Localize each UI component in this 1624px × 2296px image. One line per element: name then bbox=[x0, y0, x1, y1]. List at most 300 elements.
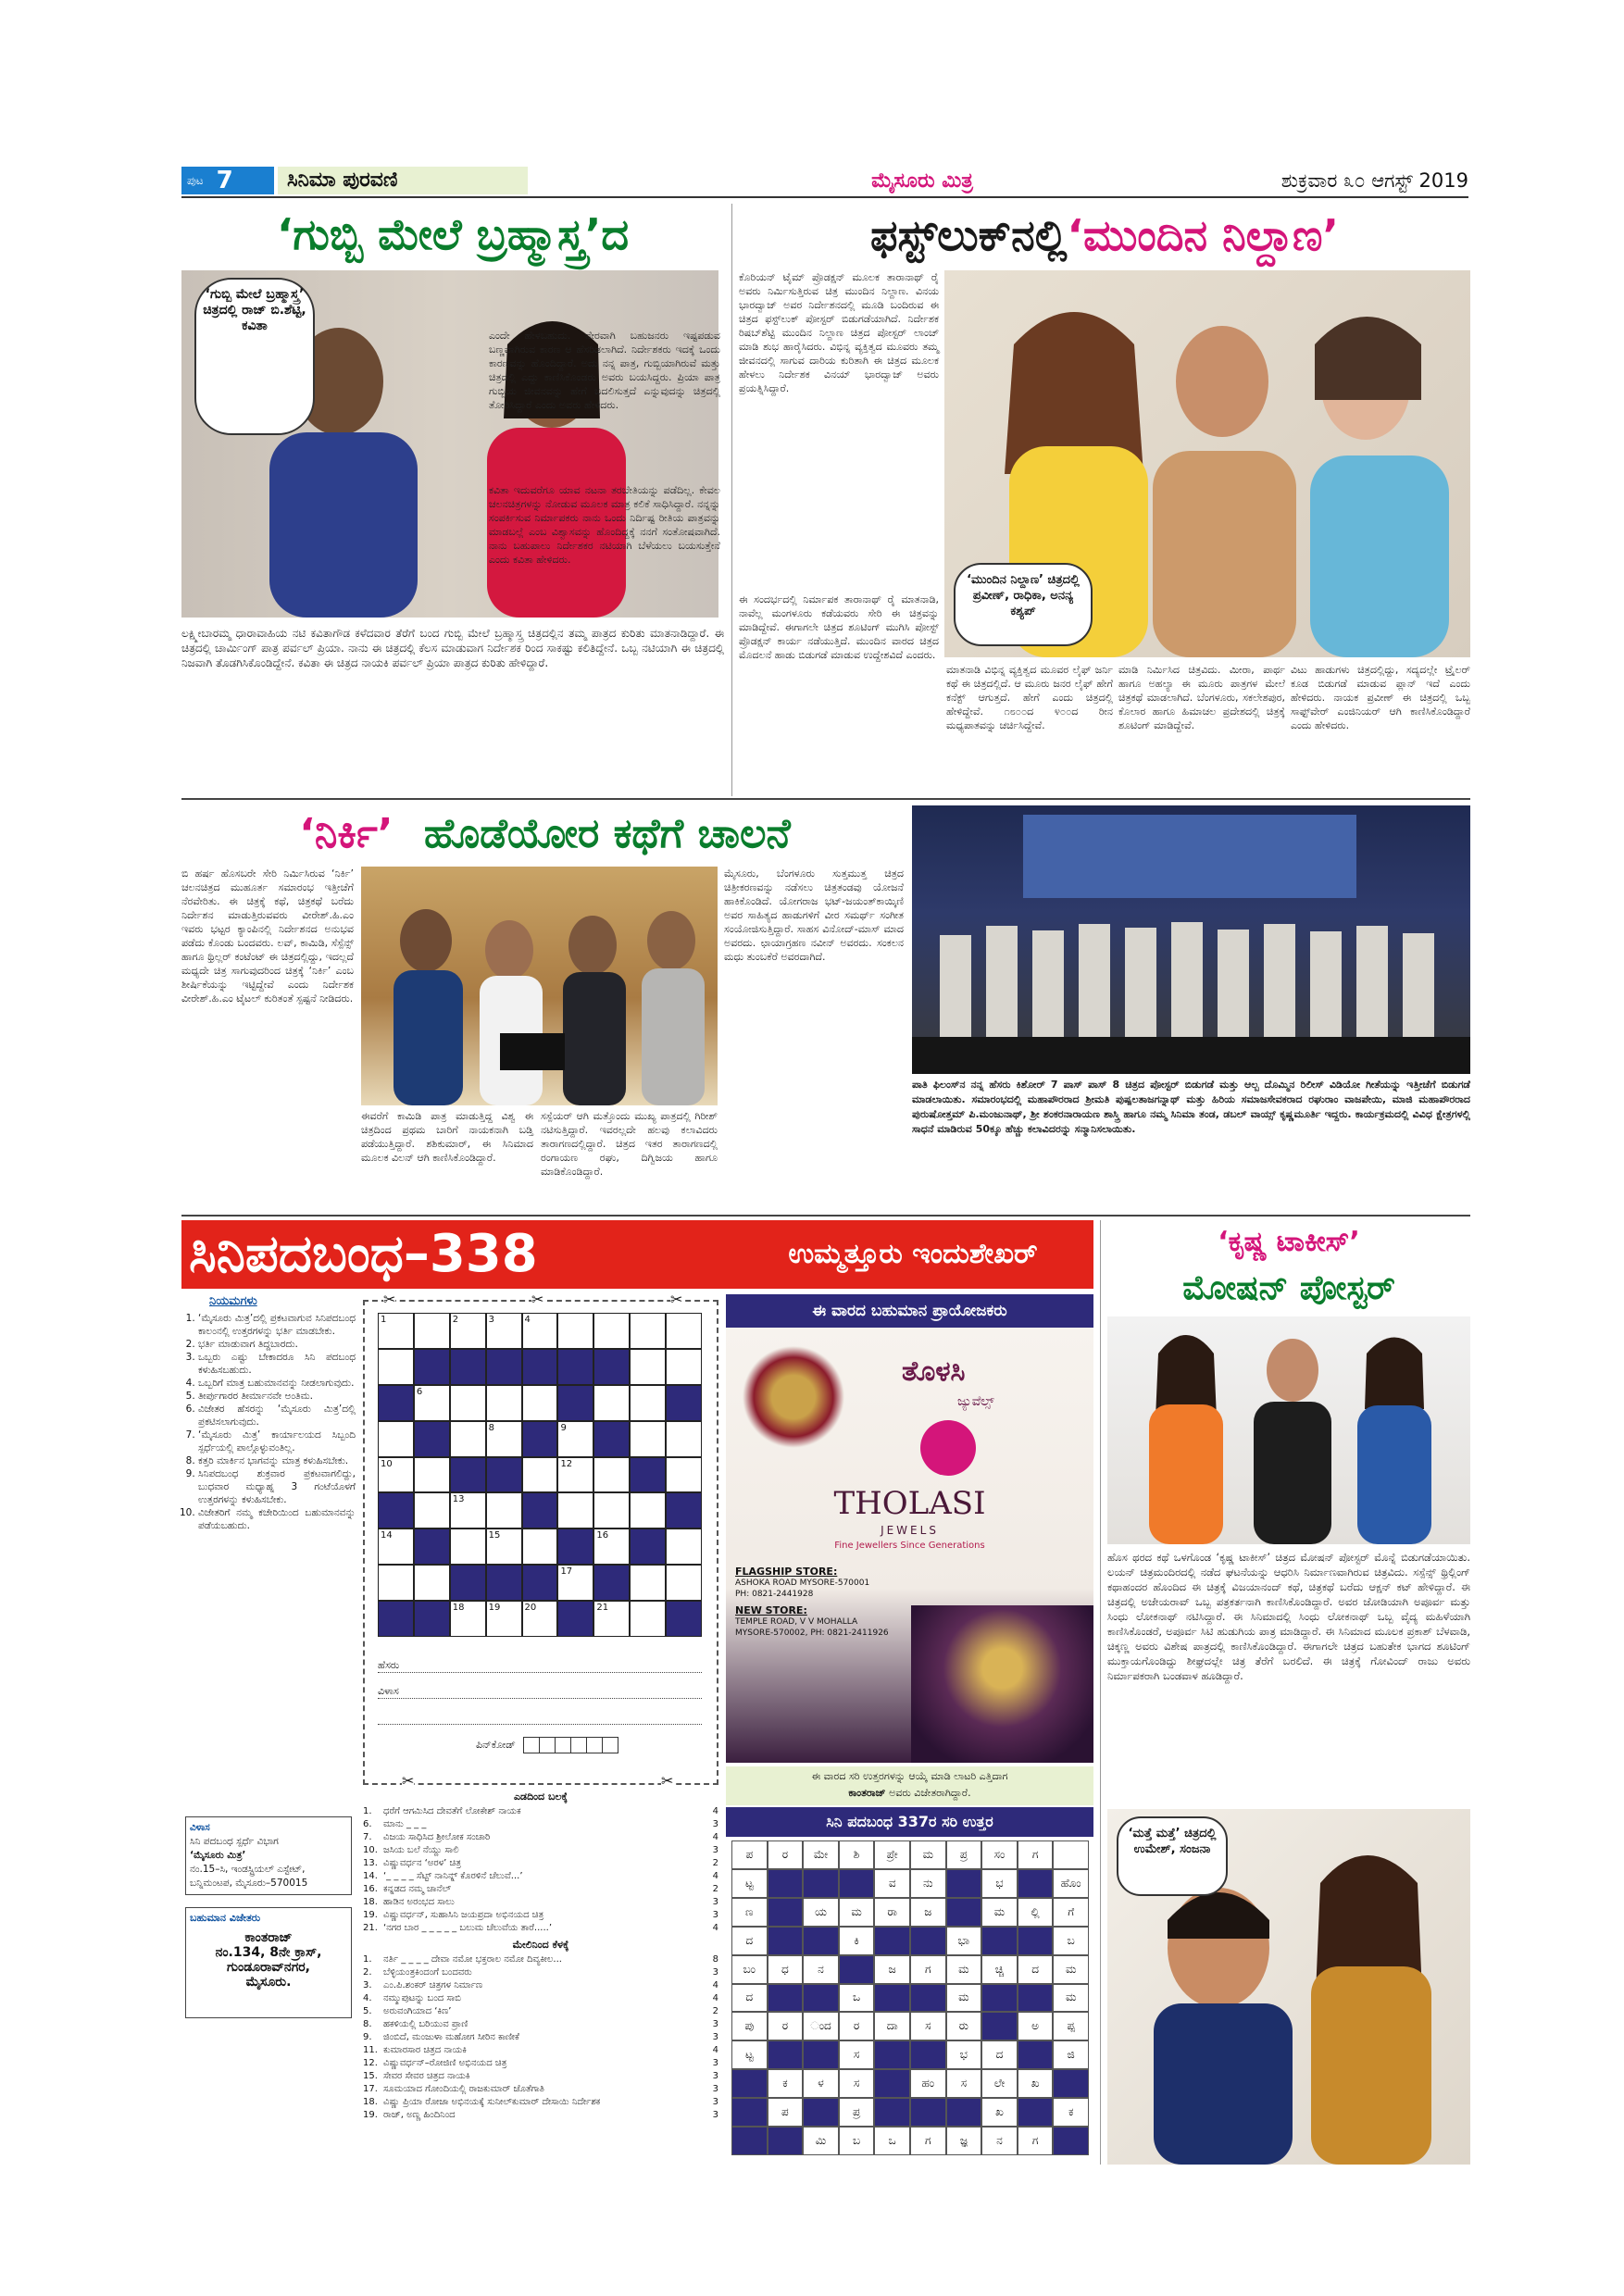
crossword-cell[interactable] bbox=[522, 1529, 558, 1565]
clue-row bbox=[363, 2018, 718, 2031]
answer-cell: ಟ್ಟ bbox=[731, 1869, 768, 1898]
answer-block-cell bbox=[839, 1869, 875, 1898]
clue-number: 13. bbox=[363, 1858, 378, 1868]
crossword-cell[interactable] bbox=[666, 1313, 702, 1349]
answer-block-cell bbox=[803, 2098, 839, 2127]
clue-number: 3. bbox=[363, 1980, 372, 1990]
answer-cell: ಹೊಂ bbox=[1053, 1869, 1089, 1898]
crossword-block-cell bbox=[378, 1601, 414, 1637]
answer-cell: ಟ್ಟ bbox=[731, 2040, 768, 2069]
crossword-cell[interactable] bbox=[557, 1457, 593, 1493]
clue-number: 4. bbox=[363, 1993, 372, 2003]
answer-cell: ದಾ bbox=[874, 2012, 910, 2040]
answer-cell: ಮ bbox=[839, 1898, 875, 1927]
cell-number: 17 bbox=[560, 1566, 573, 1578]
clue-number: 8. bbox=[363, 2019, 372, 2029]
answer-cell: ಧ bbox=[768, 1955, 804, 1984]
winner-line: ಗುಂಡೂರಾವ್‌ನಗರ, bbox=[226, 1960, 311, 1975]
crossword-cell[interactable] bbox=[522, 1313, 558, 1349]
clue-row bbox=[363, 1870, 718, 1883]
answer-block-cell bbox=[981, 1984, 1018, 2013]
story3-col-a: ಬಿ ಹರ್ಷ ಹೊಸಬರೇ ಸೇರಿ ನಿರ್ಮಿಸಿರುವ ‘ನಿರ್ಕಿ’ ಚಲನಚಿತ್ರದ ಮುಹೂರ್ತ ಸಮಾರಂಭ ಇತ್ತೀಚೆಗೆ ನೆರವೇರಿತು. ಈ ಚಿತ್ರಕ್ಕೆ ಕಥೆ, ಚಿತ್ರಕಥೆ ಬರೆದು ನಿರ್ದೇಶನ ಮಾಡುತ್ತಿರುವವರು ವೀರೇಶ್.ಹಿ.ಎಂ ಇವರು ಭಟ್ಟರ ಕ್ಯಾಂಪಿನಲ್ಲಿ ನಿರ್ದೇಶನದ ಅನುಭವ ಪಡೆದು ಕೊಂಡು ಬಂದವರು. ಲವ್, ಕಾಮಿಡಿ, ಸೆಸ್ಪೆನ್ಸ್ ಹಾಗೂ ಥ್ರಿಲ್ಲರ್ ಕಂಟೆಂಟ್ ಈ ಚಿತ್ರದಲ್ಲಿದ್ದು, ಇದಲ್ಲದೆ ಮಧ್ಯದೇ ಚಿತ್ರ ಸಾಗುವುದರಿಂದ ಚಿತ್ರಕ್ಕೆ ‘ನಿರ್ಕಿ’ ಎಂಬ ಶೀರ್ಷಿಕೆಯನ್ನು ಇಟ್ಟಿದ್ದೇವೆ ಎಂದು ನಿರ್ದೇಶಕ ವೀರೇಶ್.ಹಿ.ಎಂ ಟೈಟಲ್ ಕುರಿತಂತೆ ಸ್ಪಷ್ಟನೆ ನೀಡಿದರು. bbox=[181, 867, 354, 1004]
crossword-cell[interactable] bbox=[522, 1601, 558, 1637]
answer-cell: ಪು bbox=[731, 2012, 768, 2040]
crossword-cell[interactable] bbox=[414, 1385, 450, 1421]
story2-headline-a: ಫಸ್ಟ್‌ಲುಕ್‌ನಲ್ಲಿ bbox=[870, 210, 1068, 260]
clue-length: 3 bbox=[712, 1845, 718, 1855]
answer-block-cell bbox=[1018, 1869, 1054, 1898]
crossword-cell[interactable] bbox=[450, 1313, 486, 1349]
answer-cell: ಮ bbox=[946, 1984, 982, 2013]
crossword-author: ಉಮ್ಮತ್ತೂರು ಇಂದುಶೇಖರ್ bbox=[788, 1238, 1038, 1270]
rules-box bbox=[181, 1294, 356, 1813]
winner-line: ಮೈಸೂರು. bbox=[245, 1975, 292, 1990]
clue-length: 3 bbox=[712, 2032, 718, 2042]
answer-cell: ರಾ bbox=[874, 1898, 910, 1927]
crossword-cell[interactable] bbox=[630, 1385, 666, 1421]
lottery-note-text: ಈ ವಾರದ ಸರಿ ಉತ್ತರಗಳನ್ನು ಆಯ್ಕೆ ಮಾಡಿ ಲಾಟರಿ ಎತ್ತಿದಾಗ bbox=[811, 1770, 1008, 1782]
clue-length: 4 bbox=[712, 1923, 718, 1933]
issue-date: ಶುಕ್ರವಾರ ೩೦ ಆಗಸ್ಟ್ 2019 bbox=[1280, 169, 1468, 192]
crossword-cell[interactable] bbox=[630, 1492, 666, 1529]
page-number: 7 bbox=[216, 167, 233, 194]
cell-number: 19 bbox=[488, 1603, 501, 1614]
clue-text: ‘_ _ _ _ ಸೆಟ್ಟ್ ನಾನಿನ್ನ್ ಕೊರಳಿನೆ ಚೆಲುವೆ...’ bbox=[383, 1871, 523, 1881]
clue-text: ಬೆಳ್ಳಿಯಂತ್ರಕಿಂದಂಗೆ ಬಂದವರು bbox=[383, 1967, 472, 1978]
rule-item: 4. ಒಬ್ಬರಿಗೆ ಮಾತ್ರ ಬಹುಮಾನವನ್ನು ನೀಡಲಾಗುವುದು. bbox=[198, 1377, 356, 1390]
crossword-cell[interactable] bbox=[666, 1529, 702, 1565]
crossword-cell[interactable] bbox=[486, 1601, 522, 1637]
crossword-block-cell bbox=[557, 1529, 593, 1565]
story1-col-bottom: ಲಕ್ಷ್ಮೀಬಾರಮ್ಮ ಧಾರಾವಾಹಿಯ ನಟಿ ಕವಿತಾಗೌಡ ಕಳೆದವಾರ ತೆರೆಗೆ ಬಂದ ಗುಬ್ಬಿ ಮೇಲೆ ಬ್ರಹ್ಮಾಸ್ತ್ರ ಚಿತ್ರದಲ್ಲಿನ ತಮ್ಮ ಪಾತ್ರದ ಕುರಿತು ಮಾತನಾಡಿದ್ದಾರೆ. ಈ ಚಿತ್ರದಲ್ಲಿ ಚಾರ್ಮಿಂಗ್ ಪಾತ್ರ ಪರ್ವಲ್ ಪ್ರಿಯಾ. ನಾನು ಈ ಚಿತ್ರದಲ್ಲಿ ಕೆಲಸ ಮಾಡುವಾಗ ನಿರ್ದೇಶಕ ರಿಂದ ಸಾಕಷ್ಟು ಕಲಿತಿದ್ದೇನೆ. ಒಬ್ಬ ನಟಿಯಾಗಿ ಈ ಚಿತ್ರದಲ್ಲಿ ನಿಜವಾಗಿ ತೊಡಗಿಸಿಕೊಂಡಿದ್ದೇನೆ. ಕವಿತಾ ಈ ಚಿತ್ರದ ನಾಯಕಿ ಪರ್ವಲ್ ಪ್ರಿಯಾ ಪಾತ್ರದ ಕುರಿತು ಹೇಳಿದ್ದಾರೆ. bbox=[181, 627, 724, 669]
clue-number: 12. bbox=[363, 2058, 378, 2068]
crossword-cell[interactable] bbox=[486, 1313, 522, 1349]
across-list bbox=[363, 1805, 718, 1935]
crossword-cell[interactable] bbox=[414, 1492, 450, 1529]
answer-cell: ಪ್ರ bbox=[839, 2098, 875, 2127]
scissors-icon: ✂ bbox=[402, 1772, 415, 1790]
crossword-block-cell bbox=[486, 1457, 522, 1493]
clue-length: 8 bbox=[712, 1954, 718, 1965]
clue-text: ಹಕಳಿಯಲ್ಲಿ ಬರಿಯುವ ಪ್ರಾಣಿ bbox=[383, 2019, 468, 2029]
clue-number: 16. bbox=[363, 1884, 378, 1894]
story1-col-right-b: ಕವಿತಾ ಇದುವರೆಗೂ ಯಾವ ನಟನಾ ತರಬೇತಿಯನ್ನು ಪಡೆದಿಲ್ಲ. ಕೇವಲ ಚಲನಚಿತ್ರಗಳನ್ನು ನೋಡುವ ಮೂಲಕ ಮಾತ್ರ ಕಲಿಕೆ ಸಾಧಿಸಿದ್ದಾರೆ. ನನ್ನನ್ನು ಸಂಪರ್ಕಿಸುವ ನಿರ್ಮಾಪಕರು ನಾನು ಒಂದು ನಿರ್ದಿಷ್ಟ ರೀತಿಯ ಪಾತ್ರವನ್ನು ಮಾಡಬಲ್ಲೆ ಎಂಬ ವಿಶ್ವಾಸವನ್ನು ಹೊಂದಿದ್ದಕ್ಕೆ ನನಗೆ ಸಂತೋಷವಾಗಿದೆ. ನಾನು ಬಹುಪಾಲು ನಿರ್ದೇಶಕರ ನಟಿಯಾಗಿ ಬೆಳೆಯಲು ಬಯಸುತ್ತೇನೆ ಎಂದು ಕವಿತಾ ಹೇಳಿದರು. bbox=[489, 484, 720, 566]
clue-text: ನರ್ತಿ _ _ _ _ ದೇವಾ ನಮೋ ಭಕ್ತರಾಲ ನಮೋ ದಿವ್ಯಕೀಲ... bbox=[383, 1954, 562, 1965]
clue-length: 2 bbox=[712, 1858, 718, 1868]
rules-list bbox=[181, 1312, 356, 1532]
story2-photo-caption: ‘ಮುಂದಿನ ನಿಲ್ದಾಣ’ ಚಿತ್ರದಲ್ಲಿ ಪ್ರವೀಣ್, ರಾಧಿಕಾ, ಅನನ್ಯ ಕಶ್ಯಪ್ bbox=[954, 563, 1093, 646]
answer-cell: ಕ bbox=[1053, 2098, 1089, 2127]
answer-cell: ದ bbox=[981, 2040, 1018, 2069]
answer-block-cell bbox=[910, 2098, 946, 2127]
crossword-block-cell bbox=[630, 1457, 666, 1493]
story4-headline-a: ‘ಕೃಷ್ಣ ಟಾಕೀಸ್’ bbox=[1218, 1226, 1360, 1258]
answer-cell: ರು bbox=[946, 2012, 982, 2040]
crossword-block-cell bbox=[414, 1601, 450, 1637]
crossword-cell[interactable] bbox=[593, 1385, 630, 1421]
section-rule-2 bbox=[181, 1215, 1470, 1217]
answer-cell: ಪ್ಪ bbox=[1053, 2012, 1089, 2040]
answer-cell: ಮ bbox=[981, 1898, 1018, 1927]
answer-cell: ಗ bbox=[1018, 2127, 1054, 2155]
sponsor-name-sub: JEWELS bbox=[881, 1524, 939, 1537]
store1-line: PH: 0821-2441928 bbox=[735, 1590, 814, 1599]
crossword-cell[interactable] bbox=[450, 1529, 486, 1565]
crossword-cell[interactable] bbox=[630, 1601, 666, 1637]
across-clues bbox=[363, 1791, 718, 2120]
event-caption: ಪಾತಿ ಫಿಲಂಸ್‌ನ ನನ್ನ ಹೆಸರು ಕಿಶೋರ್ 7 ಪಾಸ್ ಪಾಸ್ 8 ಚಿತ್ರದ ಪೋಸ್ಟರ್ ಬಿಡುಗಡೆ ಮತ್ತು ಆಲ್ಬ ದೊಮ್ಮಿನ ರಿಲೀಸ್ ವಿಡಿಯೋ ಗೀತೆಯನ್ನು ಇತ್ತೀಚೆಗೆ ಬಿಡುಗಡೆ ಮಾಡಲಾಯಿತು. ಸಮಾರಂಭದಲ್ಲಿ ಮಹಾಪೌರರಾದ ಶ್ರೀಮತಿ ಪುಷ್ಪಲತಾಜಗನ್ನಾಥ್ ಮತ್ತು ಹಿರಿಯ ಸಮಾಜಸೇವಕರಾದ ರಘುರಾಂ ವಾಜಪೇಯಿ, ಮಾಜಿ ಮಹಾಪೌರರಾದ ಪುರುಷೋತ್ತಮ್ ಪಿ.ಮಂಜುನಾಥ್, ಶ್ರೀ ಶಂಕರನಾರಾಯಣ ಶಾಸ್ತ್ರಿ ಹಾಗೂ ನಮ್ಮ ಸಿನಿಮಾ ತಂಡ, ಡಬಲ್ ವಾಯ್ಸ್ ಕೃಷ್ಣಮೂರ್ತಿ ಇದ್ದರು. ಕಾರ್ಯಕ್ರಮದಲ್ಲಿ ವಿವಿಧ ಕ್ಷೇತ್ರಗಳಲ್ಲಿ ಸಾಧನೆ ಮಾಡಿರುವ 50ಕ್ಕೂ ಹೆಚ್ಚು ಕಲಾವಿದರನ್ನು ಸನ್ಮಾನಿಸಲಾಯಿತು. bbox=[912, 1079, 1470, 1135]
clue-number: 17. bbox=[363, 2084, 378, 2094]
answer-block-cell bbox=[1018, 2098, 1054, 2127]
clue-length: 3 bbox=[712, 1967, 718, 1978]
answer-cell: ಜಿ bbox=[1053, 2040, 1089, 2069]
clue-length: 4 bbox=[712, 1993, 718, 2003]
crossword-block-cell bbox=[557, 1385, 593, 1421]
answer-cell: ಮ bbox=[1053, 1984, 1089, 2013]
answer-cell: ವ bbox=[874, 1869, 910, 1898]
clue-row bbox=[363, 1922, 718, 1935]
crossword-cell[interactable] bbox=[414, 1313, 450, 1349]
answer-block-cell bbox=[981, 1927, 1018, 1955]
winner-line: ಕಾಂತರಾಜ್ bbox=[244, 1930, 293, 1945]
cell-number: 3 bbox=[488, 1315, 495, 1325]
answer-cell: ಸಂ bbox=[981, 1841, 1018, 1869]
cell-number: 15 bbox=[488, 1530, 501, 1541]
address-line: ‘ಮೈಸೂರು ಮಿತ್ರ’ bbox=[190, 1850, 246, 1861]
address-box bbox=[185, 1816, 352, 1895]
header-bar bbox=[181, 167, 1468, 194]
sponsor-name: THOLASI bbox=[833, 1485, 986, 1522]
answer-block-cell bbox=[874, 2040, 910, 2069]
answer-cell: ದ bbox=[731, 1927, 768, 1955]
clue-length: 4 bbox=[712, 1871, 718, 1881]
clue-row bbox=[363, 1883, 718, 1896]
answer-cell: ಖ bbox=[981, 2098, 1018, 2127]
crossword-cell[interactable] bbox=[522, 1457, 558, 1493]
clue-row bbox=[363, 1953, 718, 1966]
sponsor-tagline: Fine Jewellers Since Generations bbox=[834, 1541, 985, 1551]
pincode-label: ಪಿನ್‌ಕೋಡ್ bbox=[476, 1739, 516, 1751]
story3-headline bbox=[181, 805, 908, 863]
crossword-cell[interactable] bbox=[378, 1313, 414, 1349]
clue-text: ರಾಜ್, ಅಣ್ಣ ಹಿಂದಿನಿಂದ bbox=[383, 2110, 456, 2120]
answer-block-cell bbox=[731, 2127, 768, 2155]
answer-cell: ಸ bbox=[839, 2069, 875, 2098]
answer-cell: ಪ್ರ bbox=[946, 1841, 982, 1869]
crossword-banner bbox=[181, 1220, 1093, 1289]
clue-row bbox=[363, 2031, 718, 2044]
story2-headline-b: ‘ಮುಂದಿನ ನಿಲ್ದಾಣ’ bbox=[1067, 210, 1339, 260]
story1-col-right-a: ಎಂದೇ ಹೇಳಬಹುದು. ನೇರವಾಗಿ ಬಹುಜನರು ಇಷ್ಟಪಡುವ ಬಣ್ಣವಾಗಿರುವ ಕಾರಣ ಆ ಹೆಸರಿಡಲಾಗಿದೆ. ನಿರ್ದೇಶಕರು ಇದಕ್ಕೆ ಒಂದು ಕಾರಣವನ್ನು ಹೊಂದಿದ್ದಾರೆ. ಅದು ನನ್ನ ಪಾತ್ರ, ಗುಬ್ಬಿಯಾಗಿರುವೆ ಮತ್ತು ಚಿತ್ರದಲ್ಲಿ ಎದ್ದು ಕಾಣಿಸಿಕೊಂಡರು ಅವರು ಬಯಸಿದ್ದರು. ಪ್ರಿಯಾ ಪಾತ್ರ ಗುಬ್ಬಿಯ ಜೀವನವನ್ನು ಹೇಗೆ ಬದಲಿಸುತ್ತದೆ ಎನ್ನುವುದನ್ನು ಚಿತ್ರದಲ್ಲಿ ತೋರಿಸಿದ್ದಾರೆ ಎಂದು ಅವರು ಹೇಳಿದರು. bbox=[489, 330, 720, 411]
crossword-cell[interactable] bbox=[593, 1529, 630, 1565]
crossword-cell[interactable] bbox=[666, 1421, 702, 1457]
crossword-cell[interactable] bbox=[630, 1349, 666, 1385]
crossword-cell[interactable] bbox=[486, 1529, 522, 1565]
answer-cell: ಪ bbox=[768, 2098, 804, 2127]
crossword-block-cell bbox=[593, 1565, 630, 1601]
section-name: ಸಿನಿಮಾ ಪುರವಣಿ bbox=[278, 167, 528, 194]
lottery-tail: ಅವರು ವಿಜೇತರಾಗಿದ್ದಾರೆ. bbox=[889, 1787, 971, 1799]
answer-cell: ಹಂ bbox=[910, 2069, 946, 2098]
clue-row bbox=[363, 1818, 718, 1831]
answer-block-cell bbox=[803, 1869, 839, 1898]
crossword-cell[interactable] bbox=[593, 1492, 630, 1529]
answer-cell: ಣ bbox=[731, 1898, 768, 1927]
crossword-cell[interactable] bbox=[593, 1457, 630, 1493]
clue-text: ಕುಮಾರಸಾರ ಚಿತ್ರದ ನಾಯಕಿ bbox=[383, 2045, 467, 2055]
crossword-block-cell bbox=[522, 1565, 558, 1601]
necklace-graphic bbox=[743, 1346, 844, 1448]
clue-row bbox=[363, 1909, 718, 1922]
clue-number: 9. bbox=[363, 2032, 372, 2042]
down-list bbox=[363, 1953, 718, 2122]
clue-row bbox=[363, 1857, 718, 1870]
story4-body: ಹೊಸ ಥರದ ಕಥೆ ಒಳಗೊಂಡ ‘ಕೃಷ್ಣ ಟಾಕೀಸ್’ ಚಿತ್ರದ ಮೋಷನ್ ಪೋಸ್ಟರ್ ಮೊನ್ನೆ ಬಿಡುಗಡೆಯಾಯಿತು. ಲಯನ್ ಚಿತ್ರಮಂದಿರದಲ್ಲಿ ನಡೆದ ಘಟನೆಯನ್ನು ಆಧರಿಸಿ ನಿರ್ಮಾಣವಾಗಿರುವ ಚಿತ್ರವಿದು. ಸಸ್ಪೆನ್ಸ್ ಥ್ರಿಲ್ಲಿಂಗ್ ಕಥಾಹಂದರ ಹೊಂದಿದ ಈ ಚಿತ್ರಕ್ಕೆ ವಿಜಯಾನಂದ್ ಕಥೆ, ಚಿತ್ರಕಥೆ ಬರೆದು ಆಕ್ಷನ್ ಕಟ್ ಹೇಳಿದ್ದಾರೆ. ಈ ಚಿತ್ರದಲ್ಲಿ ಅಜೇಯರಾವ್ ಒಬ್ಬ ಪತ್ರಕರ್ತನಾಗಿ ಕಾಣಿಸಿಕೊಂಡಿದ್ದಾರೆ. ಅವರ ಜೋಡಿಯಾಗಿ ಅಪೂರ್ವ ಮತ್ತು ಸಿಂಧು ಲೋಕನಾಥ್ ನಟಿಸಿದ್ದಾರೆ. ಈ ಸಿನಿಮಾದಲ್ಲಿ ಸಿಂಧು ಲೋಕನಾಥ್ ಒಬ್ಬ ವೈದ್ಯ ಮಹಿಳೆಯಾಗಿ ಕಾಣಿಸಿಕೊಂಡರೆ, ಅಪೂರ್ವ ಸಿಟಿ ಹುಡುಗಿಯ ಪಾತ್ರ ಮಾಡಿದ್ದಾರೆ. ಈ ಸಿನಿಮಾದ ಮೂಲಕ ಪ್ರಕಾಶ್ ಬೆಳವಾಡಿ, ಚಿಕ್ಕಣ್ಣ ಅವರು ವಿಶೇಷ ಪಾತ್ರದಲ್ಲಿ ಕಾಣಿಸಿಕೊಂಡಿದ್ದಾರೆ. ಈಗಾಗಲೇ ಚಿತ್ರದ ಬಹುತೇಕ ಭಾಗದ ಶೂಟಿಂಗ್ ಮುಕ್ತಾಯಗೊಂಡಿದ್ದು ಶೀಘ್ರದಲ್ಲೇ ಚಿತ್ರ ತೆರೆಗೆ ಬರಲಿದೆ. ಈ ಚಿತ್ರಕ್ಕೆ ಗೋವಿಂದ್ ರಾಜು ಅವರು ನಿರ್ಮಾಪಕರಾಗಿ ಬಂಡವಾಳ ಹೂಡಿದ್ದಾರೆ. bbox=[1107, 1551, 1470, 1682]
answer-cell: ದ bbox=[1018, 1955, 1054, 1984]
jewelry-photo bbox=[911, 1605, 1093, 1763]
crossword-cell[interactable] bbox=[450, 1421, 486, 1457]
answer-cell: ಗ bbox=[1018, 1841, 1054, 1869]
crossword-cell[interactable] bbox=[630, 1565, 666, 1601]
address-line: ಬನ್ನಿಮಂಟಪ, ಮೈಸೂರು–570015 bbox=[190, 1878, 308, 1889]
crossword-cell[interactable] bbox=[557, 1421, 593, 1457]
clue-length: 3 bbox=[712, 1819, 718, 1829]
clue-length: 3 bbox=[712, 1910, 718, 1920]
answer-cell: ರ bbox=[768, 1841, 804, 1869]
answer-block-cell bbox=[768, 1927, 804, 1955]
crossword-block-cell bbox=[486, 1349, 522, 1385]
crossword-cutout[interactable] bbox=[363, 1291, 718, 1790]
crossword-cell[interactable] bbox=[414, 1457, 450, 1493]
crossword-cell[interactable] bbox=[378, 1457, 414, 1493]
clue-length: 2 bbox=[712, 2006, 718, 2016]
clue-number: 1. bbox=[363, 1806, 372, 1816]
answer-cell: ಮಿ bbox=[803, 2127, 839, 2155]
crossword-cell[interactable] bbox=[630, 1313, 666, 1349]
page-tag bbox=[181, 167, 274, 194]
address-label: ವಿಳಾಸ bbox=[378, 1685, 399, 1697]
rule-item: 10. ವಿಜೇತರಿಗೆ ನಮ್ಮ ಕಚೇರಿಯಿಂದ ಬಹುಮಾನವನ್ನು ಪಡೆಯಬಹುದು. bbox=[198, 1506, 356, 1532]
winner-title: ಬಹುಮಾನ ವಿಜೇತರು bbox=[190, 1912, 261, 1924]
event-photo bbox=[912, 805, 1470, 1074]
clue-row bbox=[363, 1979, 718, 1992]
crossword-block-cell bbox=[450, 1565, 486, 1601]
clue-number: 10. bbox=[363, 1845, 378, 1855]
scissors-icon: ✂ bbox=[670, 1291, 683, 1308]
rule-item: 6. ವಿಜೇತರ ಹೆಸರನ್ನು ‘ಮೈಸೂರು ಮಿತ್ರ’ದಲ್ಲಿ ಪ್ರಕಟಿಸಲಾಗುವುದು. bbox=[198, 1403, 356, 1429]
crossword-cell[interactable] bbox=[557, 1492, 593, 1529]
crossword-cell[interactable] bbox=[378, 1349, 414, 1385]
rule-item: 9. ಸಿನಿಪದಬಂಧ ಶುಕ್ರವಾರ ಪ್ರಕಟವಾಗಲಿದ್ದು, ಬುಧವಾರ ಮಧ್ಯಾಹ್ನ 3 ಗಂಟೆಯೊಳಗೆ ಉತ್ತರಗಳನ್ನು ಕಳುಹಿಸಬೇಕು. bbox=[198, 1467, 356, 1506]
answer-cell: ನ bbox=[981, 2127, 1018, 2155]
clue-length: 4 bbox=[712, 1980, 718, 1990]
scissors-icon: ✂ bbox=[531, 1291, 544, 1308]
answer-cell: ಸ bbox=[839, 2040, 875, 2069]
answer-cell: ಗೆ bbox=[1053, 1898, 1089, 1927]
clue-text: ಎಂ.ಪಿ.ಶಂಕರ್ ಚಿತ್ರಗಳ ನಿರ್ಮಾಣ bbox=[383, 1980, 483, 1990]
address-field-2[interactable] bbox=[378, 1711, 702, 1725]
section-rule-1 bbox=[181, 798, 1470, 800]
column-divider-2 bbox=[1100, 1220, 1101, 2165]
clue-text: ನಮ್ಮುಪುಟನ್ನು ಬಂದ ಸಾಬಿ bbox=[383, 1993, 461, 2003]
crossword-block-cell bbox=[666, 1601, 702, 1637]
crossword-block-cell bbox=[557, 1601, 593, 1637]
clue-text: ವಿಷ್ಣುವರ್ಧನ್–ರೋಜಿಣಿ ಅಭಿನಯದ ಚಿತ್ರ bbox=[383, 2058, 507, 2068]
down-title: ಮೇಲಿನಿಂದ ಕೆಳಕ್ಕೆ bbox=[512, 1939, 569, 1951]
answer-block-cell bbox=[768, 2040, 804, 2069]
name-label: ಹೆಸರು bbox=[378, 1659, 400, 1671]
answer-block-cell bbox=[768, 1898, 804, 1927]
answer-cell: ಒ bbox=[874, 2127, 910, 2155]
clue-text: ಕನ್ನಡದ ನಮ್ಮ ಚಾನೆಲ್ bbox=[383, 1884, 452, 1894]
crossword-cell[interactable] bbox=[378, 1421, 414, 1457]
crossword-cell[interactable] bbox=[666, 1349, 702, 1385]
crossword-block-cell bbox=[557, 1349, 593, 1385]
crossword-cell[interactable] bbox=[593, 1601, 630, 1637]
answer-block-cell bbox=[981, 2012, 1018, 2040]
store2-line: TEMPLE ROAD, V V MOHALLA bbox=[735, 1617, 858, 1627]
answer-cell: ಖ bbox=[1018, 2069, 1054, 2098]
crossword-cell[interactable] bbox=[486, 1492, 522, 1529]
clue-row bbox=[363, 2044, 718, 2057]
clue-number: 18. bbox=[363, 2097, 378, 2107]
crossword-block-cell bbox=[486, 1565, 522, 1601]
story3-col-d: ಮೈಸೂರು, ಬೆಂಗಳೂರು ಸುತ್ತಮುತ್ತ ಚಿತ್ರದ ಚಿತ್ರೀಕರಣವನ್ನು ನಡೆಸಲು ಚಿತ್ರತಂಡವು ಯೋಜನೆ ಹಾಕಿಕೊಂಡಿದೆ. ಯೋಗರಾಜ ಭಟ್-ಜಯಂತ್‌ಕಾಯ್ಕಿಣಿ ಅವರ ಸಾಹಿತ್ಯದ ಹಾಡುಗಳಿಗೆ ವೀರ ಸಮರ್ಥ್ ಸಂಗೀತ ಸಂಯೋಜಿಸುತ್ತಿದ್ದಾರೆ. ಸಾಹಸ ವಿನೋದ್-ಮಾಸ್ ಮಾದ ಅವರದು. ಛಾಯಾಗ್ರಹಣ ನವೀನ್ ಅವರದು. ಸಂಕಲನ ಮಧು ತುಂಬಕೆರೆ ಅವರದಾಗಿದೆ. bbox=[724, 867, 904, 963]
clue-text: ವಿಷ್ಣು ಪ್ರಿಯಾ ರೋಜಾ ಅಭಿನಯಕ್ಕೆ ಸುನೀಲ್‌ಕುಮಾರ್ ದೇಸಾಯಿ ನಿರ್ದೇಶಕ bbox=[383, 2097, 601, 2107]
store2-line: MYSORE-570002, PH: 0821-2411926 bbox=[735, 1628, 889, 1638]
answer-cell: ಬ bbox=[839, 2127, 875, 2155]
crossword-cell[interactable] bbox=[557, 1565, 593, 1601]
scissors-icon: ✂ bbox=[661, 1772, 674, 1790]
cell-number: 8 bbox=[488, 1422, 495, 1433]
crossword-cell[interactable] bbox=[450, 1601, 486, 1637]
story3-photo-figures bbox=[361, 867, 718, 1105]
story3-col-b: ಈವರೆಗೆ ಕಾಮಿಡಿ ಪಾತ್ರ ಮಾಡುತ್ತಿದ್ದ ವಿಶ್ವ ಈ ಚಿತ್ರದಿಂದ ಪ್ರಥಮ ಬಾರಿಗೆ ನಾಯಕನಾಗಿ ಬಡ್ತಿ ಪಡೆಯುತ್ತಿದ್ದಾರೆ. ಶಶಿಕುಮಾರ್, ಈ ಸಿನಿಮಾದ ಮೂಲಕ ವಿಲನ್ ಆಗಿ ಕಾಣಿಸಿಕೊಂಡಿದ್ದಾರೆ. bbox=[361, 1110, 533, 1164]
clue-text: ಹಾಡಿನ ಅರಂಭದ ಸಾಲು bbox=[383, 1897, 455, 1907]
crossword-cell[interactable] bbox=[378, 1529, 414, 1565]
crossword-cell[interactable] bbox=[630, 1421, 666, 1457]
answer-cell: ನ bbox=[803, 1955, 839, 1984]
pincode-field[interactable] bbox=[476, 1737, 618, 1753]
crossword-cell[interactable] bbox=[522, 1385, 558, 1421]
answer-block-cell bbox=[1053, 2069, 1089, 2098]
answers-grid bbox=[731, 1841, 1089, 2155]
answer-cell: ಚ್ಚಿ bbox=[981, 1955, 1018, 1984]
crossword-block-cell bbox=[414, 1421, 450, 1457]
clue-length: 4 bbox=[712, 1832, 718, 1842]
answer-block-cell bbox=[768, 2127, 804, 2155]
cell-number: 14 bbox=[381, 1530, 393, 1541]
answer-block-cell bbox=[803, 2040, 839, 2069]
answer-cell: ಶಿ bbox=[839, 1841, 875, 1869]
clue-number: 21. bbox=[363, 1923, 378, 1933]
answer-cell: ಲ್ಲಿ bbox=[1018, 1898, 1054, 1927]
answer-cell: ಜ bbox=[874, 1955, 910, 1984]
crossword-cell[interactable] bbox=[414, 1565, 450, 1601]
answer-cell: ಸ bbox=[910, 2012, 946, 2040]
clue-length: 3 bbox=[712, 1897, 718, 1907]
clue-number: 15. bbox=[363, 2071, 378, 2081]
clue-row bbox=[363, 2083, 718, 2096]
story4-photo-2-caption: ‘ಮತ್ತೆ ಮತ್ತೆ’ ಚಿತ್ರದಲ್ಲಿ ಉಮೇಶ್, ಸಂಜನಾ bbox=[1117, 1816, 1228, 1896]
answer-cell: ಗ bbox=[910, 1955, 946, 1984]
address-line: ನಂ.15–ಸಿ, ಇಂಡಸ್ಟ್ರಿಯಲ್ ಎಸ್ಟೇಟ್, bbox=[190, 1864, 306, 1875]
name-field[interactable] bbox=[378, 1659, 702, 1673]
clue-length: 3 bbox=[712, 2110, 718, 2120]
crossword-cell[interactable] bbox=[666, 1457, 702, 1493]
clue-number: 6. bbox=[363, 1819, 372, 1829]
clue-length: 3 bbox=[712, 2097, 718, 2107]
cell-number: 21 bbox=[596, 1603, 609, 1614]
answer-block-cell bbox=[1018, 2040, 1054, 2069]
crossword-grid[interactable] bbox=[378, 1313, 702, 1637]
crossword-cell[interactable] bbox=[450, 1492, 486, 1529]
clue-text: ವಿಷ್ಣುವರ್ಧನ್, ಸುಹಾಸಿನಿ ಜಯಪ್ರದಾ ಅಭಿನಯದ ಚಿತ್ರ bbox=[383, 1910, 544, 1920]
crossword-cell[interactable] bbox=[450, 1385, 486, 1421]
crossword-block-cell bbox=[666, 1492, 702, 1529]
answer-block-cell bbox=[803, 1927, 839, 1955]
answer-block-cell bbox=[1018, 1927, 1054, 1955]
address-field[interactable] bbox=[378, 1685, 702, 1699]
crossword-cell[interactable] bbox=[666, 1565, 702, 1601]
sponsor-name-kn: ತೊಳಸಿ bbox=[902, 1355, 966, 1388]
cell-number: 20 bbox=[524, 1603, 537, 1614]
masthead: ಮೈಸೂರು ಮಿತ್ರ bbox=[871, 168, 973, 193]
answer-block-cell bbox=[731, 2069, 768, 2098]
answer-cell: ರ bbox=[839, 2012, 875, 2040]
clue-number: 2. bbox=[363, 1967, 372, 1978]
cell-number: 9 bbox=[560, 1422, 567, 1433]
answer-cell: ಮೇ bbox=[803, 1841, 839, 1869]
crossword-cell[interactable] bbox=[557, 1313, 593, 1349]
answer-cell: ಜ್ಞ bbox=[946, 2127, 982, 2155]
answer-cell: ಗ bbox=[910, 2127, 946, 2155]
clue-number: 5. bbox=[363, 2006, 372, 2016]
across-title: ಎಡದಿಂದ ಬಲಕ್ಕೆ bbox=[514, 1791, 568, 1803]
rule-item: 8. ಕತ್ತರಿ ಮಾರ್ಕಿನ ಭಾಗವನ್ನು ಮಾತ್ರ ಕಳುಹಿಸಬೇಕು. bbox=[198, 1454, 356, 1467]
store1-title: FLAGSHIP STORE: bbox=[735, 1566, 838, 1578]
clue-length: 3 bbox=[712, 2071, 718, 2081]
answer-cell: ಸ bbox=[946, 2069, 982, 2098]
answer-block-cell bbox=[910, 1984, 946, 2013]
answer-block-cell bbox=[874, 2098, 910, 2127]
cell-number: 13 bbox=[452, 1494, 465, 1505]
crossword-block-cell bbox=[450, 1349, 486, 1385]
answer-cell: ಬಂ bbox=[731, 1955, 768, 1984]
crossword-cell[interactable] bbox=[486, 1385, 522, 1421]
store1-line: ASHOKA ROAD MYSORE-570001 bbox=[735, 1578, 870, 1588]
clue-number: 19. bbox=[363, 1910, 378, 1920]
crossword-block-cell bbox=[666, 1385, 702, 1421]
answer-cell: ನು bbox=[910, 1869, 946, 1898]
winner-line: ನಂ.134, 8ನೇ ಕ್ರಾಸ್, bbox=[215, 1945, 322, 1960]
clue-length: 3 bbox=[712, 2058, 718, 2068]
answer-cell bbox=[1053, 1841, 1089, 1869]
clue-text: ವಿಷ್ಣುವರ್ಧನ ‘ಅರಳ’ ಚಿತ್ರ bbox=[383, 1858, 461, 1868]
crossword-cell[interactable] bbox=[593, 1313, 630, 1349]
crossword-cell[interactable] bbox=[486, 1421, 522, 1457]
header-rule bbox=[181, 196, 1468, 198]
story3-col-c: ಸಸ್ಪೆಯರ್ ಆಗಿ ಮತ್ತೊಂದು ಮುಖ್ಯ ಪಾತ್ರದಲ್ಲಿ ಗಿರೀಶ್ ನಟಿಸುತ್ತಿದ್ದಾರೆ. ಇವರಲ್ಲದೇ ಹಲವು ಕಲಾವಿದರು ತಾರಾಗಣದಲ್ಲಿದ್ದಾರೆ. ಚಿತ್ರದ ಇತರ ತಾರಾಗಣದಲ್ಲಿ ರಂಗಾಯಣ ರಘು, ದಿಗ್ವಿಜಯ ಹಾಗೂ ಮಾಡಿಕೊಂಡಿದ್ದಾರೆ. bbox=[541, 1110, 718, 1178]
cell-number: 6 bbox=[416, 1386, 423, 1397]
story1-headline: ‘ಗುಬ್ಬಿ ಮೇಲೆ ಬ್ರಹ್ಮಾಸ್ತ್ರ’ದ bbox=[276, 209, 630, 259]
clue-row bbox=[363, 1896, 718, 1909]
crossword-cell[interactable] bbox=[378, 1565, 414, 1601]
winner-box bbox=[185, 1907, 352, 2018]
clue-text: ಅರುವಂಗಿಯಾದ ‘ಕಿಣ’ bbox=[383, 2006, 452, 2016]
answer-block-cell bbox=[768, 1869, 804, 1898]
address-line: ಸಿನಿ ಪದಬಂಧ ಸ್ಪರ್ಧೆ ವಿಭಾಗ bbox=[190, 1836, 279, 1847]
